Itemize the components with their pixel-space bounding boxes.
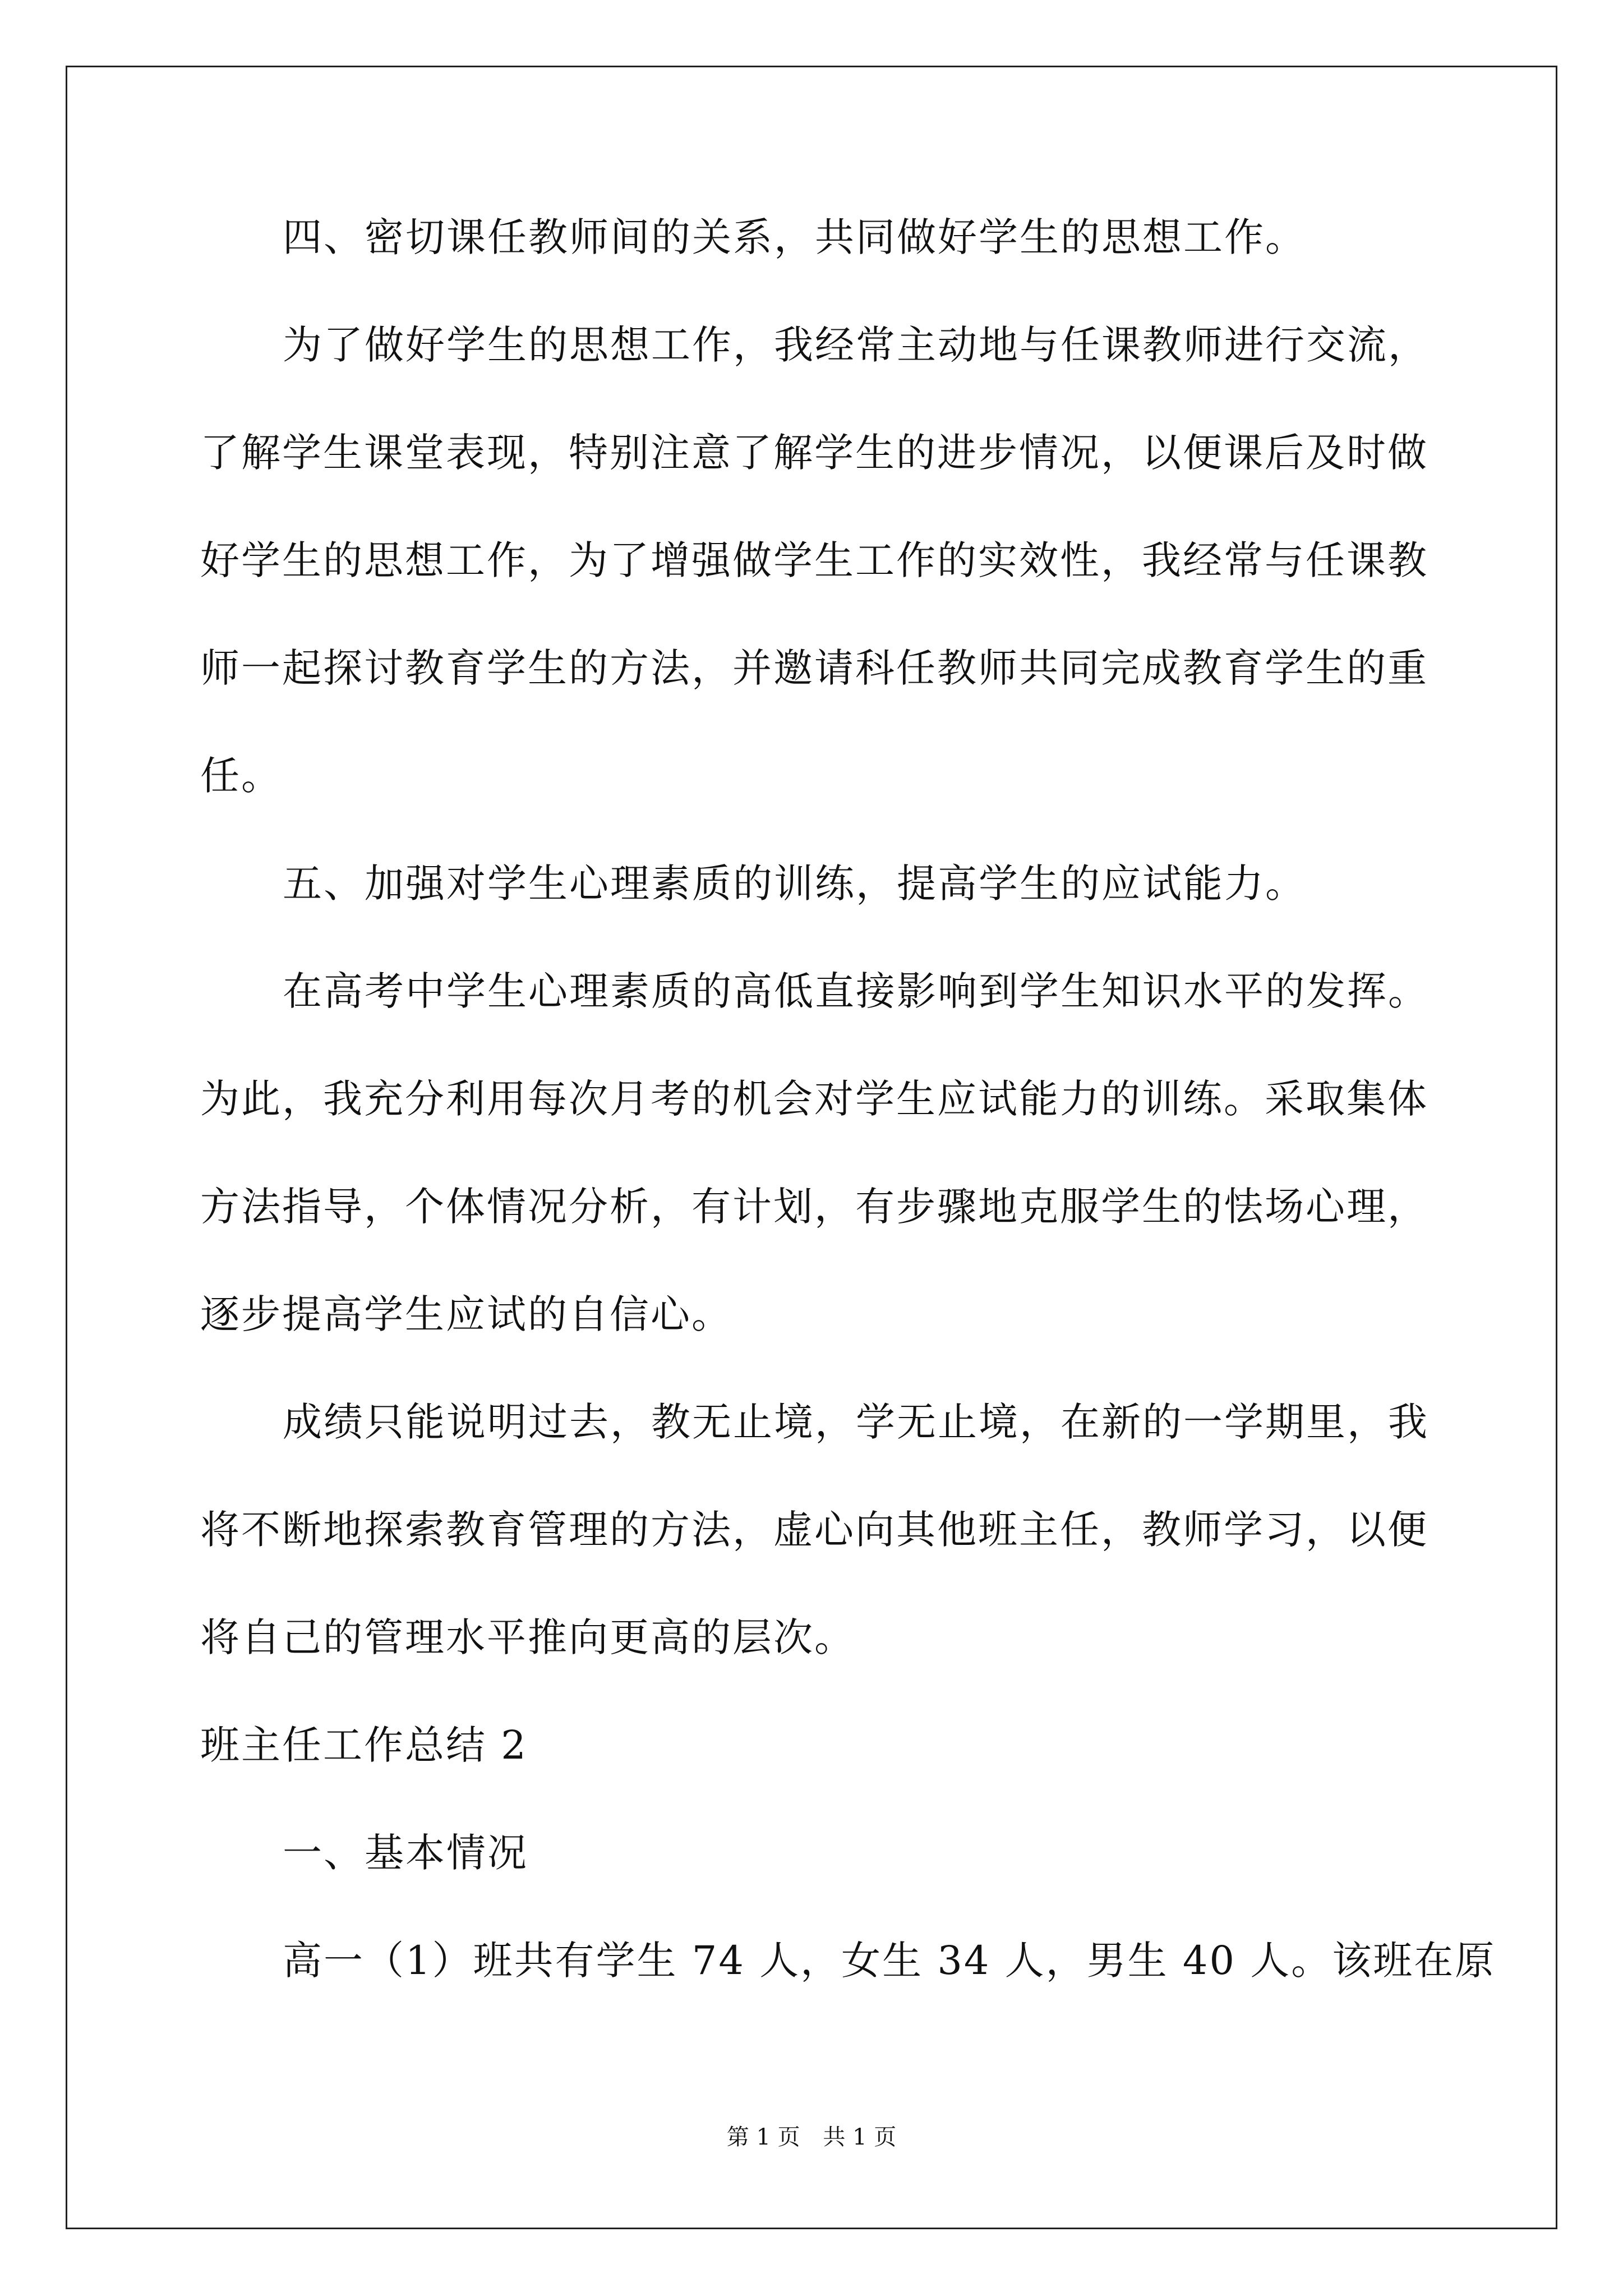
text-line: 方法指导，个体情况分析，有计划，有步骤地克服学生的怯场心理， xyxy=(200,1184,1428,1230)
text-line: 在高考中学生心理素质的高低直接影响到学生知识水平的发挥。 xyxy=(283,968,1429,1014)
page-number-total: 共 1 页 xyxy=(823,2124,897,2150)
text-line: 逐步提高学生应试的自信心。 xyxy=(200,1291,732,1337)
text-line: 师一起探讨教育学生的方法，并邀请科任教师共同完成教育学生的重 xyxy=(200,645,1428,691)
page-border xyxy=(66,66,1557,2229)
text-line: 好学生的思想工作，为了增强做学生工作的实效性，我经常与任课教 xyxy=(200,537,1428,583)
text-line: 将自己的管理水平推向更高的层次。 xyxy=(200,1614,855,1660)
text-line: 为了做好学生的思想工作，我经常主动地与任课教师进行交流， xyxy=(283,322,1429,368)
page-number-current: 第 1 页 xyxy=(726,2124,800,2150)
page-footer xyxy=(0,2120,1623,2154)
text-line: 将不断地探索教育管理的方法，虚心向其他班主任，教师学习，以便 xyxy=(200,1507,1428,1553)
text-line: 成绩只能说明过去，教无止境，学无止境，在新的一学期里，我 xyxy=(283,1399,1429,1445)
paragraph-heading-four: 四、密切课任教师间的关系，共同做好学生的思想工作。 xyxy=(283,214,1306,260)
text-line: 为此，我充分利用每次月考的机会对学生应试能力的训练。采取集体 xyxy=(200,1076,1428,1122)
text-line: 了解学生课堂表现，特别注意了解学生的进步情况，以便课后及时做 xyxy=(200,430,1428,476)
subsection-heading: 一、基本情况 xyxy=(283,1830,528,1876)
section-title: 班主任工作总结 2 xyxy=(200,1722,528,1768)
text-line: 高一（1）班共有学生 74 人，女生 34 人，男生 40 人。该班在原 xyxy=(283,1938,1496,1984)
text-line: 任。 xyxy=(200,753,282,799)
paragraph-heading-five: 五、加强对学生心理素质的训练，提高学生的应试能力。 xyxy=(283,861,1306,907)
